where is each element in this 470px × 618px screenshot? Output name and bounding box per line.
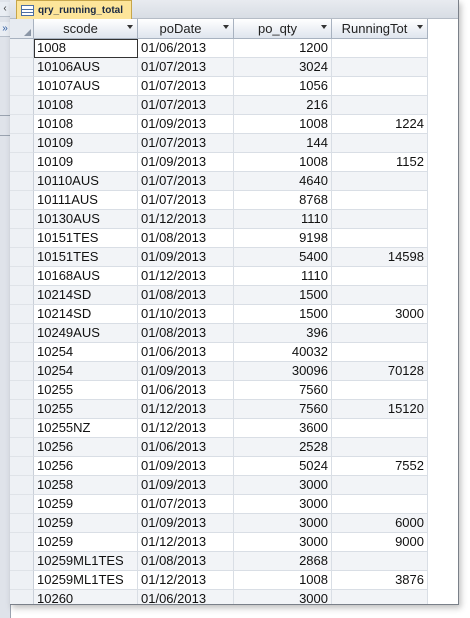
table-row[interactable] [10,210,428,229]
table-row[interactable] [10,476,428,495]
cell-scode[interactable]: 10106AUS [34,58,138,77]
table-row[interactable] [10,286,428,305]
table-row[interactable] [10,590,428,605]
record-selector[interactable] [10,267,34,286]
cell-runningtot[interactable]: 9000 [332,533,428,552]
table-row[interactable] [10,457,428,476]
table-row[interactable] [10,362,428,381]
table-row[interactable] [10,191,428,210]
cell-po-qty[interactable]: 3000 [234,514,332,533]
record-selector[interactable] [10,305,34,324]
table-row[interactable] [10,267,428,286]
cell-podate[interactable]: 01/10/2013 [138,305,234,324]
record-selector[interactable] [10,191,34,210]
cell-podate[interactable]: 01/12/2013 [138,571,234,590]
cell-po-qty[interactable]: 216 [234,96,332,115]
cell-podate[interactable]: 01/12/2013 [138,419,234,438]
cell-podate[interactable]: 01/07/2013 [138,172,234,191]
table-row[interactable] [10,153,428,172]
record-selector[interactable] [10,39,34,58]
cell-podate[interactable]: 01/12/2013 [138,267,234,286]
record-selector[interactable] [10,286,34,305]
cell-podate[interactable]: 01/09/2013 [138,457,234,476]
cell-po-qty[interactable]: 5400 [234,248,332,267]
cell-podate[interactable]: 01/07/2013 [138,191,234,210]
column-header-label: po_qty [257,21,298,36]
record-selector[interactable] [10,58,34,77]
cell-po-qty[interactable]: 7560 [234,400,332,419]
cell-podate[interactable]: 01/09/2013 [138,248,234,267]
cell-po-qty[interactable]: 144 [234,134,332,153]
cell-podate[interactable]: 01/06/2013 [138,343,234,362]
column-header-row [10,19,428,39]
table-row[interactable] [10,400,428,419]
cell-runningtot[interactable] [332,590,428,605]
table-row[interactable] [10,438,428,457]
cell-runningtot[interactable]: 1152 [332,153,428,172]
cell-po-qty[interactable]: 5024 [234,457,332,476]
record-selector[interactable] [10,476,34,495]
cell-runningtot[interactable]: 3000 [332,305,428,324]
cell-po-qty[interactable]: 2528 [234,438,332,457]
query-datasheet-icon [21,5,34,16]
record-selector[interactable] [10,115,34,134]
table-row[interactable] [10,115,428,134]
cell-po-qty[interactable]: 1200 [234,39,332,58]
table-row[interactable] [10,248,428,267]
cell-podate[interactable]: 01/09/2013 [138,115,234,134]
column-header-label: poDate [159,21,202,36]
table-row[interactable] [10,58,428,77]
cell-podate[interactable]: 01/06/2013 [138,438,234,457]
cell-podate[interactable]: 01/12/2013 [138,533,234,552]
record-selector[interactable] [10,210,34,229]
table-row[interactable] [10,229,428,248]
record-selector[interactable] [10,552,34,571]
cell-po-qty[interactable]: 4640 [234,172,332,191]
cell-po-qty[interactable]: 3600 [234,419,332,438]
cell-po-qty[interactable]: 30096 [234,362,332,381]
cell-podate[interactable]: 01/07/2013 [138,58,234,77]
cell-scode[interactable]: 10109 [34,153,138,172]
column-header-label: scode [63,21,98,36]
record-selector[interactable] [10,324,34,343]
cell-po-qty[interactable]: 9198 [234,229,332,248]
cell-po-qty[interactable]: 1110 [234,267,332,286]
cell-runningtot[interactable]: 1224 [332,115,428,134]
cell-runningtot[interactable]: 14598 [332,248,428,267]
record-selector[interactable] [10,419,34,438]
cell-podate[interactable]: 01/09/2013 [138,514,234,533]
cell-runningtot[interactable] [332,343,428,362]
cell-runningtot[interactable] [332,77,428,96]
dropdown-arrow-icon[interactable] [321,25,327,29]
cell-podate[interactable]: 01/07/2013 [138,77,234,96]
column-header-po-qty[interactable] [234,19,332,38]
document-tab-bar [10,0,458,19]
strip-divider [0,115,10,116]
cell-scode[interactable]: 10254 [34,362,138,381]
cell-podate[interactable]: 01/08/2013 [138,324,234,343]
cell-runningtot[interactable] [332,39,428,58]
cell-po-qty[interactable]: 1008 [234,153,332,172]
cell-runningtot[interactable]: 3876 [332,571,428,590]
cell-podate[interactable]: 01/07/2013 [138,495,234,514]
cell-runningtot[interactable] [332,419,428,438]
cell-scode[interactable]: 10108 [34,96,138,115]
cell-runningtot[interactable] [332,324,428,343]
cell-scode[interactable]: 10254 [34,343,138,362]
table-row[interactable] [10,571,428,590]
table-row[interactable] [10,533,428,552]
cell-podate[interactable]: 01/09/2013 [138,476,234,495]
column-header-runningtot[interactable] [332,19,428,38]
cell-po-qty[interactable]: 3000 [234,476,332,495]
cell-scode[interactable]: 10214SD [34,305,138,324]
datasheet-rows [10,39,428,605]
cell-podate[interactable]: 01/08/2013 [138,552,234,571]
strip-divider [0,135,10,136]
cell-scode[interactable]: 10255NZ [34,419,138,438]
record-selector[interactable] [10,495,34,514]
column-header-label: RunningTot [341,21,408,36]
table-row[interactable] [10,514,428,533]
record-selector[interactable] [10,438,34,457]
cell-scode[interactable]: 10255 [34,381,138,400]
cell-podate[interactable]: 01/08/2013 [138,286,234,305]
table-row[interactable] [10,96,428,115]
table-row[interactable] [10,552,428,571]
cell-scode[interactable]: 10259 [34,533,138,552]
cell-scode[interactable]: 10108 [34,115,138,134]
record-selector[interactable] [10,77,34,96]
cell-scode[interactable]: 10259 [34,514,138,533]
cell-po-qty[interactable]: 7560 [234,381,332,400]
table-row[interactable] [10,381,428,400]
cell-scode[interactable]: 10111AUS [34,191,138,210]
cell-runningtot[interactable] [332,495,428,514]
cell-po-qty[interactable]: 1008 [234,571,332,590]
tab-title: qry_running_total [38,4,124,16]
cell-runningtot[interactable] [332,210,428,229]
cell-podate[interactable]: 01/09/2013 [138,362,234,381]
record-selector[interactable] [10,134,34,153]
cell-po-qty[interactable]: 3000 [234,533,332,552]
cell-po-qty[interactable]: 3024 [234,58,332,77]
cell-scode[interactable]: 10258 [34,476,138,495]
cell-scode[interactable]: 10130AUS [34,210,138,229]
record-selector[interactable] [10,229,34,248]
cell-po-qty[interactable]: 396 [234,324,332,343]
record-selector[interactable] [10,96,34,115]
query-tab[interactable] [16,0,132,19]
cell-scode[interactable]: 1008 [34,39,138,58]
cell-scode[interactable]: 10259 [34,495,138,514]
table-row[interactable] [10,343,428,362]
cell-podate[interactable]: 01/08/2013 [138,229,234,248]
cell-runningtot[interactable]: 7552 [332,457,428,476]
cell-scode[interactable]: 10255 [34,400,138,419]
collapse-icon[interactable]: ‹ [0,2,10,17]
cell-scode[interactable]: 10256 [34,438,138,457]
record-selector[interactable] [10,248,34,267]
table-row[interactable] [10,324,428,343]
cell-podate[interactable]: 01/07/2013 [138,134,234,153]
record-selector[interactable] [10,172,34,191]
table-row[interactable] [10,134,428,153]
record-selector[interactable] [10,362,34,381]
record-selector[interactable] [10,514,34,533]
record-selector[interactable] [10,153,34,172]
datasheet-grid [10,19,428,605]
table-row[interactable] [10,77,428,96]
cell-po-qty[interactable]: 3000 [234,495,332,514]
record-selector[interactable] [10,590,34,605]
cell-podate[interactable]: 01/07/2013 [138,96,234,115]
cell-runningtot[interactable] [332,476,428,495]
expand-icon[interactable]: » [0,22,10,37]
cell-runningtot[interactable]: 70128 [332,362,428,381]
cell-scode[interactable]: 10151TES [34,229,138,248]
cell-po-qty[interactable]: 1008 [234,115,332,134]
record-selector[interactable] [10,381,34,400]
cell-po-qty[interactable]: 1500 [234,305,332,324]
cell-runningtot[interactable] [332,552,428,571]
cell-runningtot[interactable] [332,58,428,77]
cell-scode[interactable]: 10151TES [34,248,138,267]
cell-scode[interactable]: 10110AUS [34,172,138,191]
cell-runningtot[interactable]: 15120 [332,400,428,419]
cell-po-qty[interactable]: 3000 [234,590,332,605]
cell-runningtot[interactable] [332,229,428,248]
cell-runningtot[interactable] [332,134,428,153]
cell-podate[interactable]: 01/12/2013 [138,210,234,229]
cell-scode[interactable]: 10259ML1TES [34,571,138,590]
cell-po-qty[interactable]: 1500 [234,286,332,305]
cell-runningtot[interactable] [332,438,428,457]
record-selector[interactable] [10,571,34,590]
cell-podate[interactable]: 01/06/2013 [138,381,234,400]
cell-scode[interactable]: 10214SD [34,286,138,305]
dropdown-arrow-icon[interactable] [417,25,423,29]
column-header-podate[interactable] [138,19,234,38]
cell-runningtot[interactable] [332,191,428,210]
table-row[interactable] [10,419,428,438]
cell-runningtot[interactable] [332,286,428,305]
cell-po-qty[interactable]: 1110 [234,210,332,229]
record-selector[interactable] [10,343,34,362]
cell-podate[interactable]: 01/06/2013 [138,39,234,58]
cell-scode[interactable]: 10256 [34,457,138,476]
cell-scode[interactable]: 10168AUS [34,267,138,286]
cell-scode[interactable]: 10107AUS [34,77,138,96]
record-selector[interactable] [10,533,34,552]
cell-podate[interactable]: 01/06/2013 [138,590,234,605]
dropdown-arrow-icon[interactable] [223,25,229,29]
cell-runningtot[interactable]: 6000 [332,514,428,533]
cell-podate[interactable]: 01/12/2013 [138,400,234,419]
cell-scode[interactable]: 10249AUS [34,324,138,343]
cell-runningtot[interactable] [332,96,428,115]
datasheet-window [10,0,459,605]
cell-scode[interactable]: 10109 [34,134,138,153]
column-header-scode[interactable] [34,19,138,38]
record-selector[interactable] [10,457,34,476]
table-row[interactable] [10,305,428,324]
cell-runningtot[interactable] [332,172,428,191]
table-row[interactable] [10,495,428,514]
cell-podate[interactable]: 01/09/2013 [138,153,234,172]
cell-runningtot[interactable] [332,267,428,286]
cell-po-qty[interactable]: 1056 [234,77,332,96]
cell-po-qty[interactable]: 40032 [234,343,332,362]
dropdown-arrow-icon[interactable] [127,25,133,29]
cell-runningtot[interactable] [332,381,428,400]
table-row[interactable] [10,172,428,191]
select-all-button[interactable] [10,19,34,38]
cell-scode[interactable]: 10260 [34,590,138,605]
cell-scode[interactable]: 10259ML1TES [34,552,138,571]
table-row[interactable] [10,39,428,58]
cell-po-qty[interactable]: 8768 [234,191,332,210]
record-selector[interactable] [10,400,34,419]
cell-po-qty[interactable]: 2868 [234,552,332,571]
